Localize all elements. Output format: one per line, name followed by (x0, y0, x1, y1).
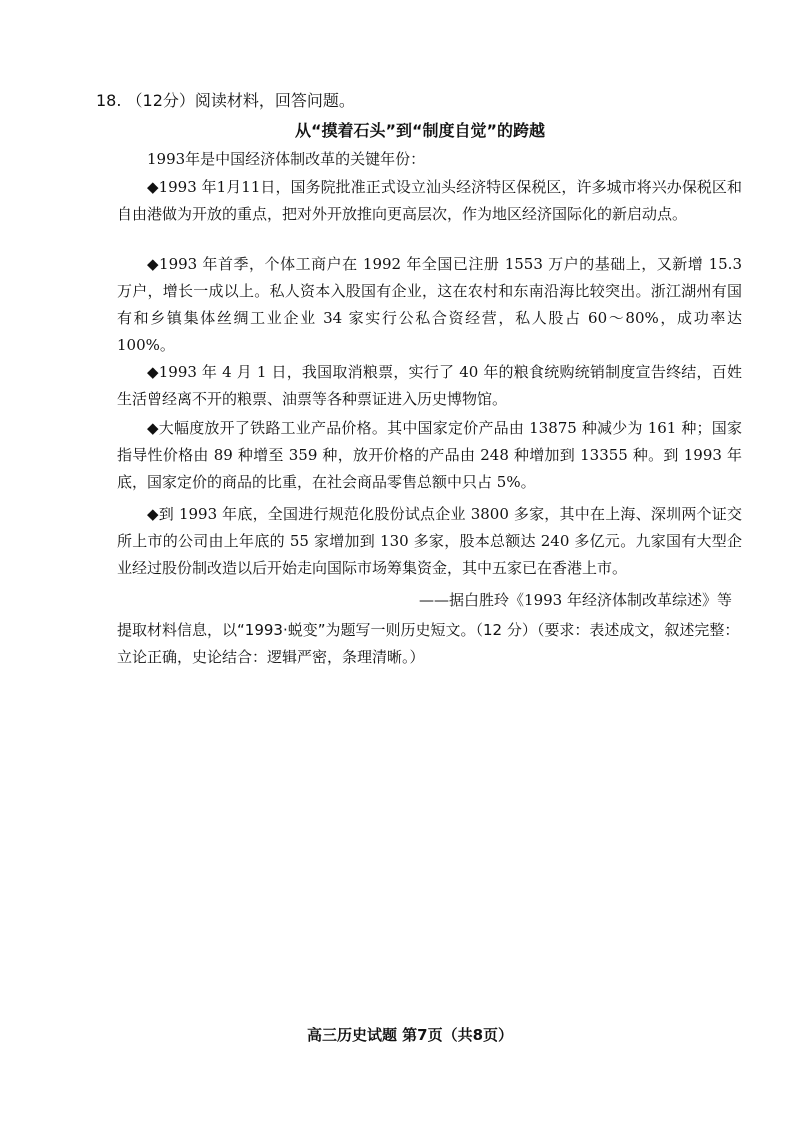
material-item-5 (117, 501, 742, 582)
intro-text: 1993年是中国经济体制改革的关键年份： (147, 150, 426, 168)
question-header: 18. （12分）阅读材料，回答问题。 (96, 91, 355, 110)
item-text: ◆1993 年首季，个体工商户在 1992 年全国已注册 1553 万户的基础上，又新增 15.3 万户，增长一成以上。私人资本入股国有企业，这在农村和东南沿海比较突出。浙江湖州有国有和乡镇集体丝绸工业企业 34 家实行公私合资经营，私人股占 60～80%，成功率达 100%。 (117, 255, 742, 354)
material-item-4 (117, 415, 742, 496)
material-source: ——据白胜玲《1993 年经济体制改革综述》等 (419, 591, 732, 609)
page-footer: 高三历史试题 第7页（共8页） (306, 1026, 514, 1044)
task-text: 提取材料信息，以“1993·蜕变”为题写一则历史短文。（12 分）（要求：表述成文，叙述完整：立论正确，史论结合：逻辑严密，条理清晰。） (117, 621, 740, 666)
item-text: ◆1993 年1月11日，国务院批准正式设立汕头经济特区保税区，许多城市将兴办保税区和自由港做为开放的重点，把对外开放推向更高层次，作为地区经济国际化的新启动点。 (117, 178, 742, 223)
material-item-2 (117, 251, 742, 359)
material-item-3 (117, 359, 742, 413)
task-prompt (117, 617, 742, 671)
item-text: ◆1993 年 4 月 1 日，我国取消粮票，实行了 40 年的粮食统购统销制度宣告终结，百姓生活曾经离不开的粮票、油票等各种票证进入历史博物馆。 (117, 363, 742, 408)
item-text: ◆到 1993 年底，全国进行规范化股份试点企业 3800 多家，其中在上海、深圳两个证交所上市的公司由上年底的 55 家增加到 130 多家，股本总额达 240 多亿元。九家国有大型企业经过股份制改造以后开始走向国际市场筹集资金，其中五家已在香港上市。 (117, 505, 742, 577)
material-item-1 (117, 174, 742, 228)
item-text: ◆大幅度放开了铁路工业产品价格。其中国家定价产品由 13875 种减少为 161 种；国家指导性价格由 89 种增至 359 种，放开价格的产品由 248 种增加到 13355 种。到 1993 年底，国家定价的商品的比重，在社会商品零售总额中只占 5%。 (117, 419, 742, 491)
material-title: 从“摸着石头”到“制度自觉”的跨越 (294, 121, 546, 140)
material-intro (117, 146, 742, 173)
